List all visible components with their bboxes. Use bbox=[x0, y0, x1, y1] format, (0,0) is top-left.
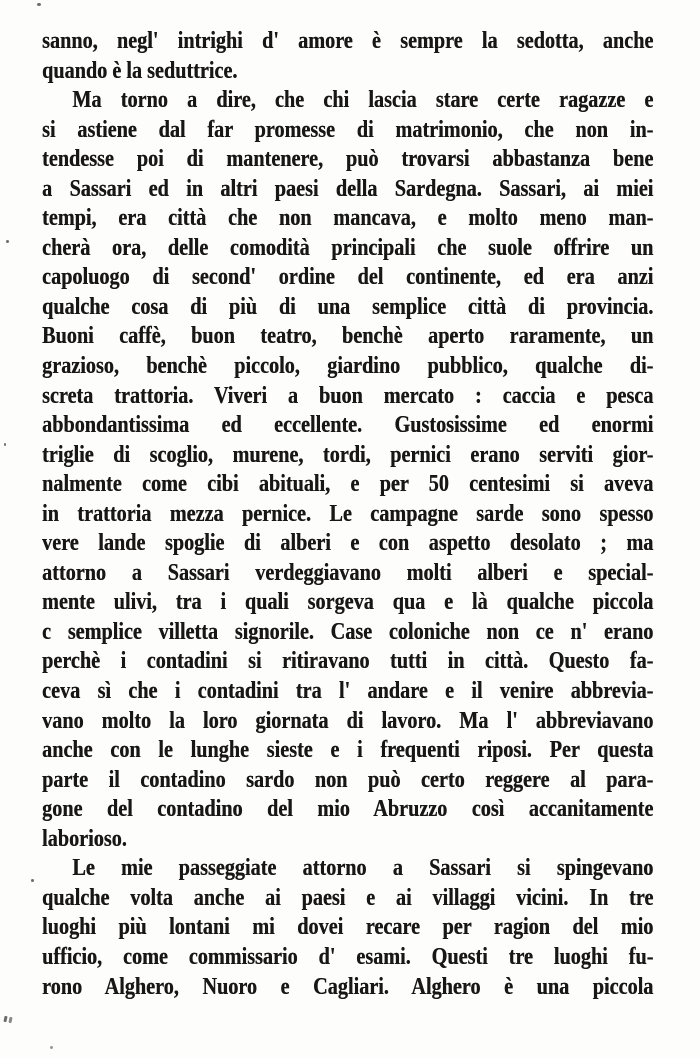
scan-speck bbox=[31, 879, 34, 882]
text-line: grazioso, benchè piccolo, giardino pubblico, qualche di- bbox=[42, 353, 654, 380]
text-line: vano molto la loro giornata di lavoro. Ma l' abbreviavano bbox=[42, 707, 654, 734]
text-line: si astiene dal far promesse di matrimonio, che non in- bbox=[42, 116, 654, 143]
text-line: attorno a Sassari verdeggiavano molti alberi e special- bbox=[42, 559, 654, 586]
page-text bbox=[42, 27, 653, 1002]
text-line: ceva sì che i contadini tra l' andare e il venire abbrevia- bbox=[42, 678, 654, 705]
text-line: nalmente come cibi abituali, e per 50 centesimi si aveva bbox=[42, 471, 654, 498]
text-line: sanno, negl' intrighi d' amore è sempre la sedotta, anche bbox=[42, 28, 654, 54]
text-line: abbondantissima ed eccellente. Gustosissime ed enormi bbox=[42, 412, 654, 439]
text-line: tendesse poi di mantenere, può trovarsi abbastanza bene bbox=[42, 146, 654, 173]
text-line: screta trattoria. Viveri a buon mercato : caccia e pesca bbox=[42, 382, 654, 409]
text-line: mente ulivi, tra i quali sorgeva qua e là qualche piccola bbox=[42, 589, 654, 616]
scan-speck bbox=[50, 1046, 53, 1049]
text-line: triglie di scoglio, murene, tordi, pernici erano serviti gior- bbox=[42, 441, 654, 468]
text-line: a Sassari ed in altri paesi della Sardegna. Sassari, ai miei bbox=[42, 175, 654, 202]
scan-speck bbox=[3, 1016, 7, 1022]
text-line: vere lande spoglie di alberi e con aspetto desolato ; ma bbox=[42, 530, 654, 557]
text-line: perchè i contadini si ritiravano tutti in città. Questo fa- bbox=[42, 648, 654, 675]
scan-speck bbox=[4, 443, 6, 446]
text-line: c semplice villetta signorile. Case coloniche non ce n' erano bbox=[42, 618, 654, 645]
text-line: laborioso. bbox=[42, 825, 127, 852]
scan-speck bbox=[6, 240, 9, 243]
paragraph-1 bbox=[42, 27, 653, 86]
text-line: tempi, era città che non mancava, e molto meno man- bbox=[42, 205, 654, 232]
text-line: anche con le lunghe sieste e i frequenti riposi. Per questa bbox=[42, 737, 654, 764]
text-line: capoluogo di second' ordine del continente, ed era anzi bbox=[42, 264, 654, 291]
text-line: ufficio, come commissario d' esami. Questi tre luoghi fu- bbox=[42, 943, 654, 970]
text-line: Ma torno a dire, che chi lascia stare certe ragazze e bbox=[72, 87, 654, 114]
text-line: qualche volta anche ai paesi e ai villaggi vicini. In tre bbox=[42, 884, 654, 911]
text-line: qualche cosa di più di una semplice città di provincia. bbox=[42, 293, 654, 320]
text-line: quando è la seduttrice. bbox=[42, 57, 238, 84]
scan-speck bbox=[37, 3, 41, 6]
scan-speck bbox=[8, 1017, 12, 1023]
text-line: luoghi più lontani mi dovei recare per ragion del mio bbox=[42, 914, 654, 941]
paragraph-2 bbox=[42, 86, 653, 854]
text-line: Buoni caffè, buon teatro, benchè aperto raramente, un bbox=[42, 323, 654, 350]
text-line: gone del contadino del mio Abruzzo così accanitamente bbox=[42, 796, 654, 823]
text-line: parte il contadino sardo non può certo reggere al para- bbox=[42, 766, 654, 793]
text-line: in trattoria mezza pernice. Le campagne sarde sono spesso bbox=[42, 500, 654, 527]
text-line: cherà ora, delle comodità principali che suole offrire un bbox=[42, 234, 654, 261]
text-line: Le mie passeggiate attorno a Sassari si spingevano bbox=[72, 855, 654, 882]
text-line: rono Alghero, Nuoro e Cagliari. Alghero è una piccola bbox=[42, 973, 654, 1000]
paragraph-3 bbox=[42, 854, 653, 1002]
